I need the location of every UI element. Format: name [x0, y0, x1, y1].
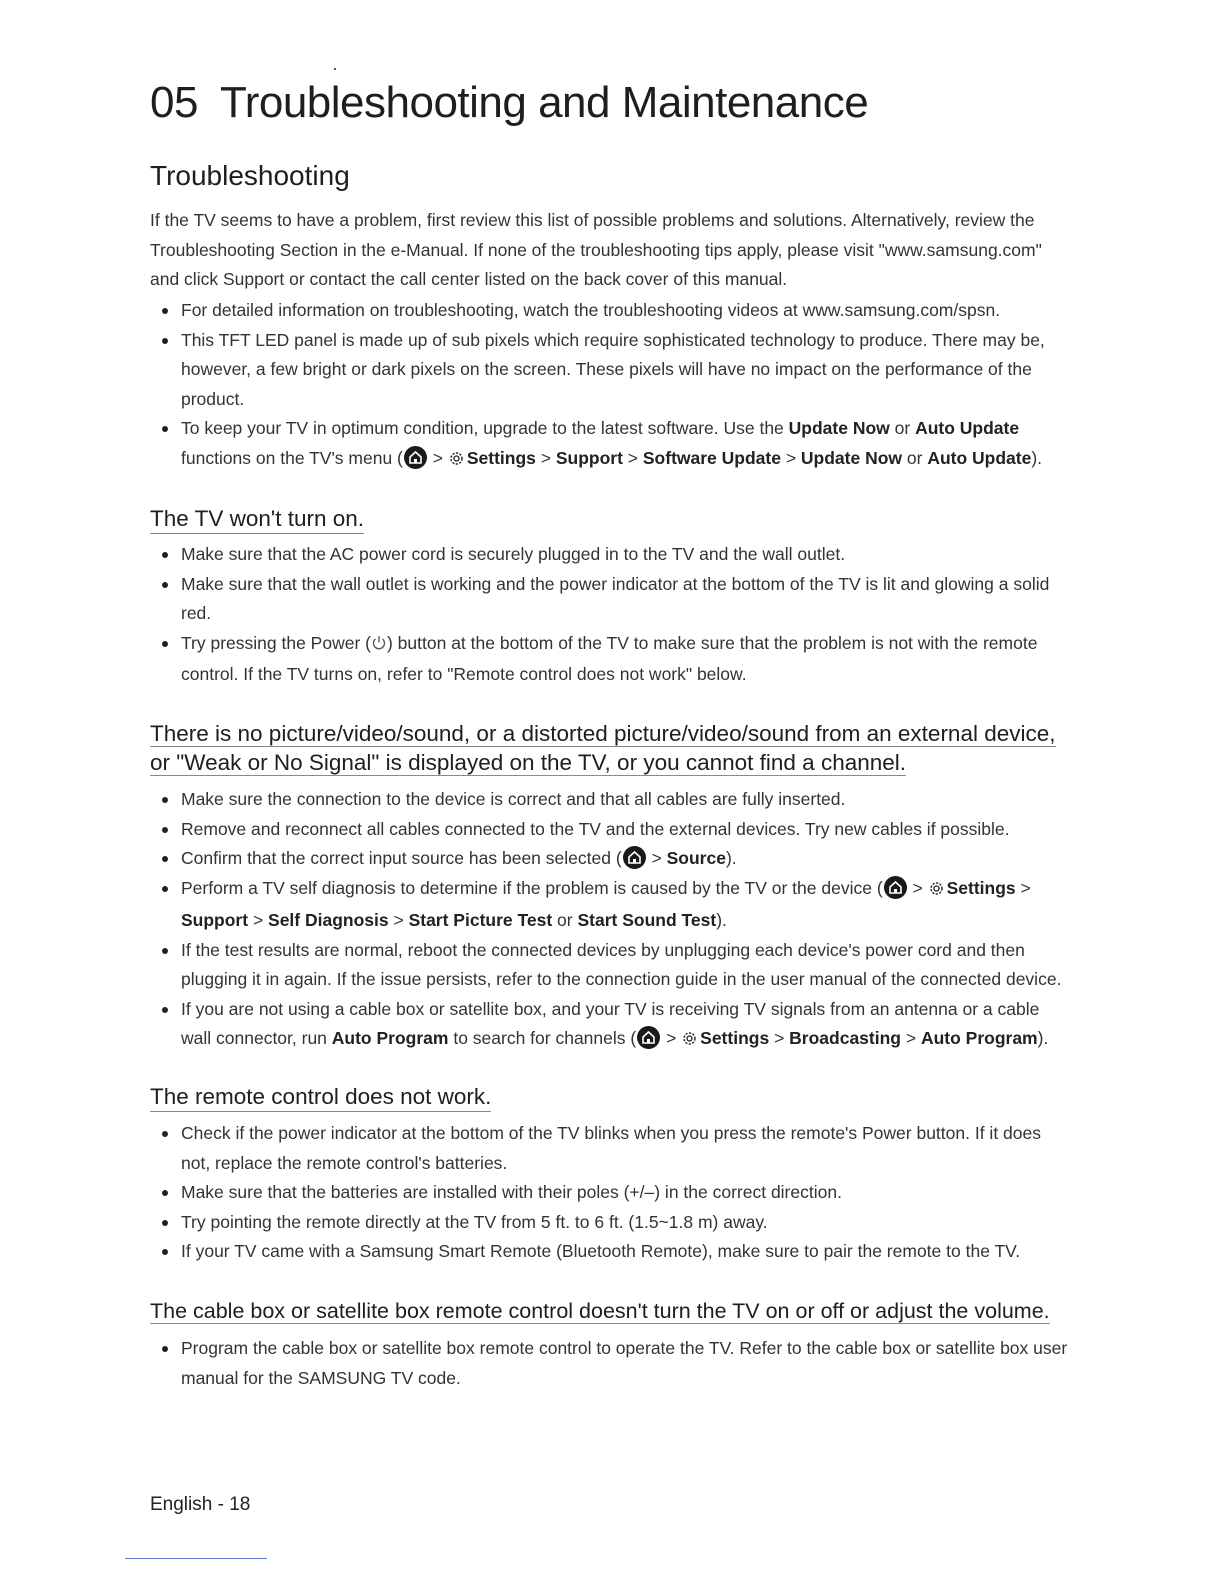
settings-label: Settings: [700, 1028, 770, 1048]
subsection-title-text: The cable box or satellite box remote control doesn't turn the TV on or off or adjust the volume.: [150, 1299, 1050, 1323]
start-sound-test-label: Start Sound Test: [577, 910, 717, 930]
separator: >: [622, 447, 643, 468]
chapter-number: 05: [150, 78, 198, 127]
text: ).: [1031, 447, 1043, 468]
text: Try pressing the Power (: [181, 632, 371, 653]
separator: >: [907, 877, 928, 898]
subsection-title-text: There is no picture/video/sound, or a distorted picture/video/sound from an external device, or "Weak or No Signal" is displayed on the TV, or you cannot find a channel.: [150, 721, 1056, 775]
no-picture-list: [150, 785, 1070, 1057]
source-label: Source: [666, 848, 726, 868]
home-icon: [637, 1026, 660, 1049]
scan-dot: [334, 68, 336, 70]
text: functions on the TV's menu (: [181, 447, 403, 468]
gear-icon: [681, 1027, 698, 1057]
text: ) button at the bottom of the TV to make sure that the problem is not with the remote control. If the TV turns on, refer to "Remote control does not work" below.: [181, 632, 1038, 684]
remote-list: [150, 1119, 1070, 1267]
list-item: If your TV came with a Samsung Smart Remote (Bluetooth Remote), make sure to pair the remote to the TV.: [150, 1237, 1070, 1267]
separator: >: [248, 910, 269, 930]
text: If you are not using a cable box or satellite box, and your TV is receiving TV signals from an antenna or a cable wall connector, run: [181, 998, 1040, 1048]
separator: >: [646, 848, 667, 868]
settings-label: Settings: [946, 877, 1016, 898]
list-item: For detailed information on troubleshooting, watch the troubleshooting videos at www.samsung.com/spsn.: [150, 296, 1070, 326]
separator: >: [780, 447, 801, 468]
support-label: Support: [555, 447, 623, 468]
separator: >: [388, 910, 409, 930]
support-label: Support: [181, 910, 249, 930]
list-item: [150, 874, 1070, 936]
gear-icon: [928, 877, 945, 907]
text: To keep your TV in optimum condition, upgrade to the latest software. Use the: [181, 418, 789, 438]
subsection-title-cable-box: [150, 1297, 1070, 1326]
subsection-title-remote: The remote control does not work.: [150, 1082, 491, 1112]
tv-wont-turn-on-list: [150, 540, 1070, 690]
footer-divider: [125, 1558, 267, 1559]
separator: >: [535, 447, 556, 468]
update-now-label: Update Now: [800, 447, 903, 468]
separator: >: [1015, 877, 1031, 898]
home-icon: [404, 446, 427, 469]
list-item: [150, 414, 1070, 476]
chapter-title: Troubleshooting and Maintenance: [219, 78, 869, 127]
auto-update-label: Auto Update: [927, 447, 1032, 468]
broadcasting-label: Broadcasting: [789, 1028, 901, 1048]
start-picture-test-label: Start Picture Test: [408, 910, 553, 930]
page-number: English - 18: [150, 1494, 251, 1515]
text: or: [902, 447, 928, 468]
list-item: [150, 629, 1070, 690]
power-icon: [371, 631, 387, 661]
home-icon: [623, 846, 646, 869]
text: ).: [1037, 1028, 1049, 1048]
list-item: Try pointing the remote directly at the TV from 5 ft. to 6 ft. (1.5~1.8 m) away.: [150, 1208, 1070, 1238]
text: ).: [716, 910, 727, 930]
self-diagnosis-label: Self Diagnosis: [268, 910, 389, 930]
settings-label: Settings: [466, 447, 536, 468]
text: ).: [725, 848, 737, 868]
intro-paragraph: If the TV seems to have a problem, first review this list of possible problems and solutions. Alternatively, review the Troubleshooting Section in the e-Manual. If none of the troubleshooting tips apply, please visit "www.samsung.com" and click Support or contact the call center listed on the back cover of this manual.: [150, 210, 1042, 289]
list-item: Make sure that the AC power cord is securely plugged in to the TV and the wall outlet.: [150, 540, 1070, 570]
chapter-heading: [150, 78, 868, 128]
separator: >: [427, 447, 448, 468]
list-item: Make sure the connection to the device is correct and that all cables are fully inserted.: [150, 785, 1070, 815]
text: or: [552, 910, 578, 930]
subsection-title-no-picture: [150, 719, 1070, 777]
cable-box-list: [150, 1334, 1070, 1393]
home-icon: [884, 876, 907, 899]
intro-list: [150, 296, 1070, 476]
subsection-title-tv-wont-turn-on: The TV won't turn on.: [150, 504, 364, 534]
section-title: Troubleshooting: [150, 160, 350, 191]
separator: >: [900, 1028, 921, 1048]
list-item: [150, 844, 1070, 874]
list-item: Make sure that the wall outlet is working and the power indicator at the bottom of the TV is lit and glowing a solid red.: [150, 570, 1070, 629]
list-item: [150, 995, 1070, 1057]
list-item: Check if the power indicator at the bottom of the TV blinks when you press the remote's Power button. If it does not, replace the remote control's batteries.: [150, 1119, 1070, 1178]
list-item: Make sure that the batteries are installed with their poles (+/–) in the correct direction.: [150, 1178, 1070, 1208]
software-update-label: Software Update: [642, 447, 781, 468]
text: Confirm that the correct input source has been selected (: [181, 848, 622, 868]
auto-program-label: Auto Program: [331, 1028, 449, 1048]
auto-program-label: Auto Program: [920, 1028, 1038, 1048]
list-item: Program the cable box or satellite box remote control to operate the TV. Refer to the cable box or satellite box user manual for the SAMSUNG TV code.: [150, 1334, 1070, 1393]
list-item: This TFT LED panel is made up of sub pixels which require sophisticated technology to produce. There may be, however, a few bright or dark pixels on the screen. These pixels will have no impact on the performance of the product.: [150, 326, 1070, 415]
gear-icon: [448, 447, 465, 477]
list-item: Remove and reconnect all cables connected to the TV and the external devices. Try new cables if possible.: [150, 815, 1070, 845]
list-item: If the test results are normal, reboot the connected devices by unplugging each device's power cord and then plugging it in again. If the issue persists, refer to the connection guide in the user manual of the connected device.: [150, 936, 1070, 995]
separator: >: [661, 1028, 682, 1048]
text: or: [889, 418, 916, 438]
update-now-label: Update Now: [788, 418, 890, 438]
separator: >: [769, 1028, 790, 1048]
text: Perform a TV self diagnosis to determine if the problem is caused by the TV or the device (: [181, 877, 883, 898]
auto-update-label: Auto Update: [915, 418, 1020, 438]
text: to search for channels (: [448, 1028, 637, 1048]
